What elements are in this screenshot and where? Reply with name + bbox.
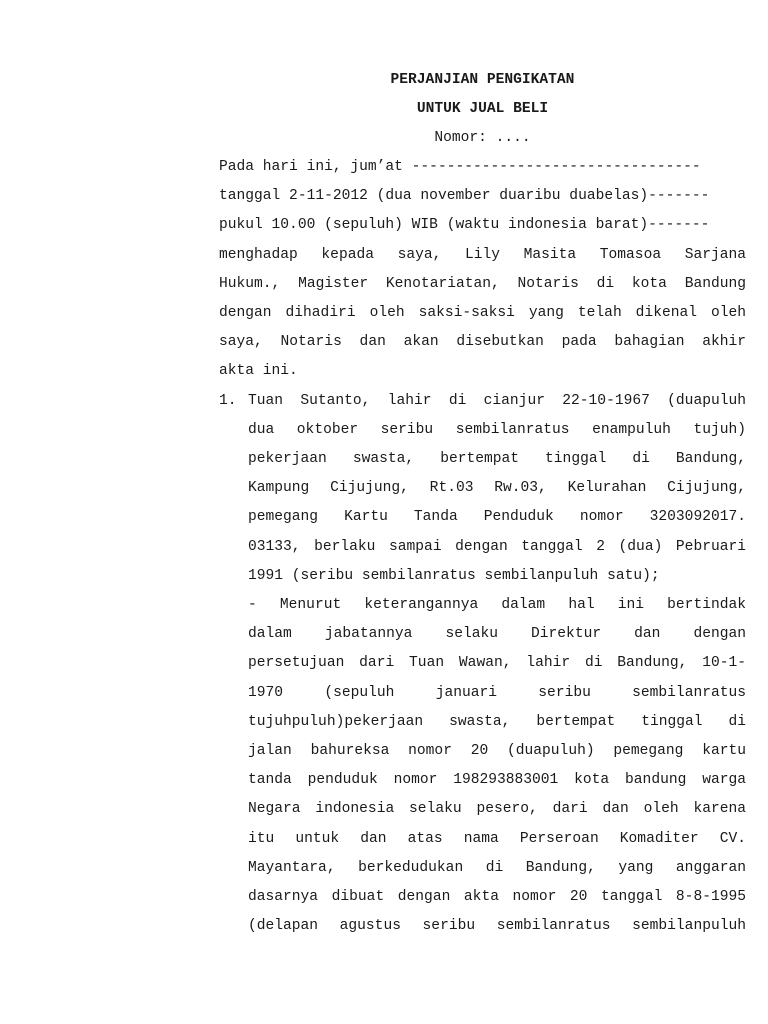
document-subtitle: UNTUK JUAL BELI [416, 101, 549, 117]
item1-line: dalam jabatannya selaku Direktur dan dengan [248, 626, 746, 643]
intro-line: tanggal 2-11-2012 (dua november duaribu duabelas)------- [219, 188, 710, 205]
item1-line: pekerjaan swasta, bertempat tinggal di Bandung, [248, 451, 746, 467]
item1-line: Mayantara, berkedudukan di Bandung, yang anggaran [248, 859, 746, 876]
item1-line: jalan bahureksa nomor 20 (duapuluh) pemegang kartu [248, 743, 746, 759]
item1-line: - Menurut keterangannya dalam hal ini bertindak [248, 597, 746, 613]
item1-line: 1991 (seribu sembilanratus sembilanpuluh satu); [248, 567, 660, 584]
item1-line: Tuan Sutanto, lahir di cianjur 22-10-1967 (duapuluh [248, 392, 746, 409]
item1-line: dasarnya dibuat dengan akta nomor 20 tanggal 8-8-1995 [248, 889, 746, 905]
item1-line: 1970 (sepuluh januari seribu sembilanratus [248, 684, 746, 701]
item1-line: (delapan agustus seribu sembilanratus sembilanpuluh [248, 918, 746, 935]
item1-line: tujuhpuluh)pekerjaan swasta, bertempat tinggal di [248, 713, 746, 730]
item1-line: 03133, berlaku sampai dengan tanggal 2 (dua) Pebruari [248, 538, 746, 555]
item1-line: tanda penduduk nomor 198293883001 kota bandung warga [248, 772, 746, 789]
intro-line: pukul 10.00 (sepuluh) WIB (waktu indonesia barat)------- [219, 217, 710, 234]
item1-line: Kampung Cijujung, Rt.03 Rw.03, Kelurahan Cijujung, [248, 480, 746, 497]
intro-line: akta ini. [219, 363, 298, 380]
item1-line: Negara indonesia selaku pesero, dari dan oleh karena [248, 801, 746, 818]
item1-line: persetujuan dari Tuan Wawan, lahir di Bandung, 10-1- [248, 655, 746, 672]
intro-line: menghadap kepada saya, Lily Masita Tomasoa Sarjana [219, 246, 746, 263]
intro-line: Pada hari ini, jum’at --------------------------------- [219, 159, 701, 175]
list-item-number: 1. [219, 392, 237, 409]
intro-line: dengan dihadiri oleh saksi-saksi yang telah dikenal oleh [219, 305, 746, 321]
item1-line: itu untuk dan atas nama Perseroan Komaditer CV. [248, 830, 746, 847]
intro-line: Hukum., Magister Kenotariatan, Notaris di kota Bandung [219, 275, 746, 292]
document-number: Nomor: .... [434, 130, 531, 146]
item1-line: pemegang Kartu Tanda Penduduk nomor 3203092017. [248, 509, 746, 526]
item1-line: dua oktober seribu sembilanratus enampuluh tujuh) [248, 421, 746, 438]
document-title: PERJANJIAN PENGIKATAN [390, 72, 575, 88]
intro-line: saya, Notaris dan akan disebutkan pada bahagian akhir [219, 334, 746, 351]
